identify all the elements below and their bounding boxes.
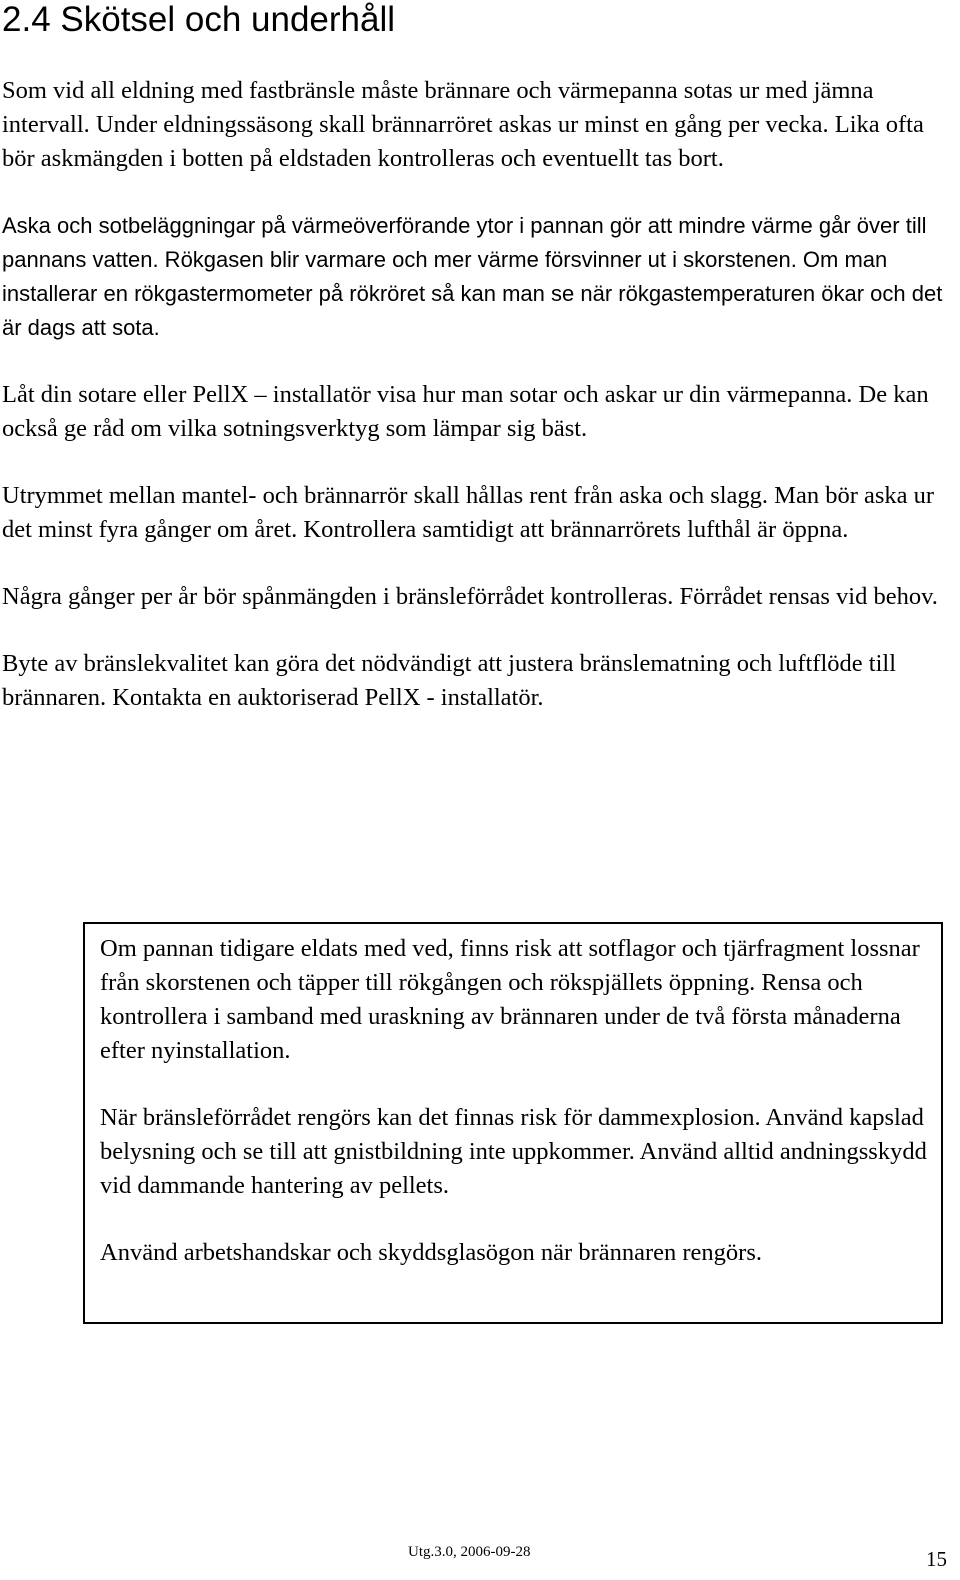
paragraph-chimney-sweep: Låt din sotare eller PellX – installatör visa hur man sotar och askar ur din värmepanna. De kan också ge råd om vilka sotningsverktyg som lämpar sig bäst. [2,381,929,442]
paragraph-fuel-quality: Byte av bränslekvalitet kan göra det nödvändigt att justera bränslematning och luftflöde till brännaren. Kontakta en auktoriserad PellX - installatör. [2,650,896,711]
footer-version: Utg.3.0, 2006-09-28 [408,1544,531,1560]
paragraph-tube-space: Utrymmet mellan mantel- och brännarrör skall hållas rent från aska och slagg. Man bör aska ur det minst fyra gånger om året. Kontrollera samtidigt att brännarrörets lufthål är öppna. [2,482,935,543]
paragraph-fuel-storage: Några gånger per år bör spånmängden i bränsleförrådet kontrolleras. Förrådet rensas vid behov. [2,583,938,610]
body-text [2,74,957,748]
notice-dust-explosion: När bränsleförrådet rengörs kan det finnas risk för dammexplosion. Använd kapslad belysning och se till att gnistbildning inte uppkommer. Använd alltid andningsskydd vid dammande hantering av pellets. [100,1104,927,1199]
notice-protective-gear: Använd arbetshandskar och skyddsglasögon när brännaren rengörs. [100,1239,762,1266]
section-heading: 2.4 Skötsel och underhåll [2,0,396,39]
notice-soot-flakes: Om pannan tidigare eldats med ved, finns risk att sotflagor och tjärfragment lossnar från skorstenen och täpper till rökgången och rökspjällets öppning. Rensa och kontrollera i samband med uraskning av brännaren under de två första månaderna efter nyinstallation. [100,935,920,1064]
paragraph-ash-deposits: Aska och sotbeläggningar på värmeöverförande ytor i pannan gör att mindre värme går över till pannans vatten. Rökgasen blir varmare och mer värme försvinner ut i skorstenen. Om man installerar en rökgastermometer på rökröret så kan man se när rökgastemperaturen ökar och det är dags att sota. [2,213,943,340]
safety-notice-content [100,932,930,1303]
page-number: 15 [926,1547,947,1571]
safety-notice-box [83,922,943,1324]
paragraph-cleaning-intervals: Som vid all eldning med fastbränsle måste brännare och värmepanna sotas ur med jämna intervall. Under eldningssäsong skall brännarröret askas ur minst en gång per vecka. Lika ofta bör askmängden i botten på eldstaden kontrolleras och eventuellt tas bort. [2,77,924,172]
